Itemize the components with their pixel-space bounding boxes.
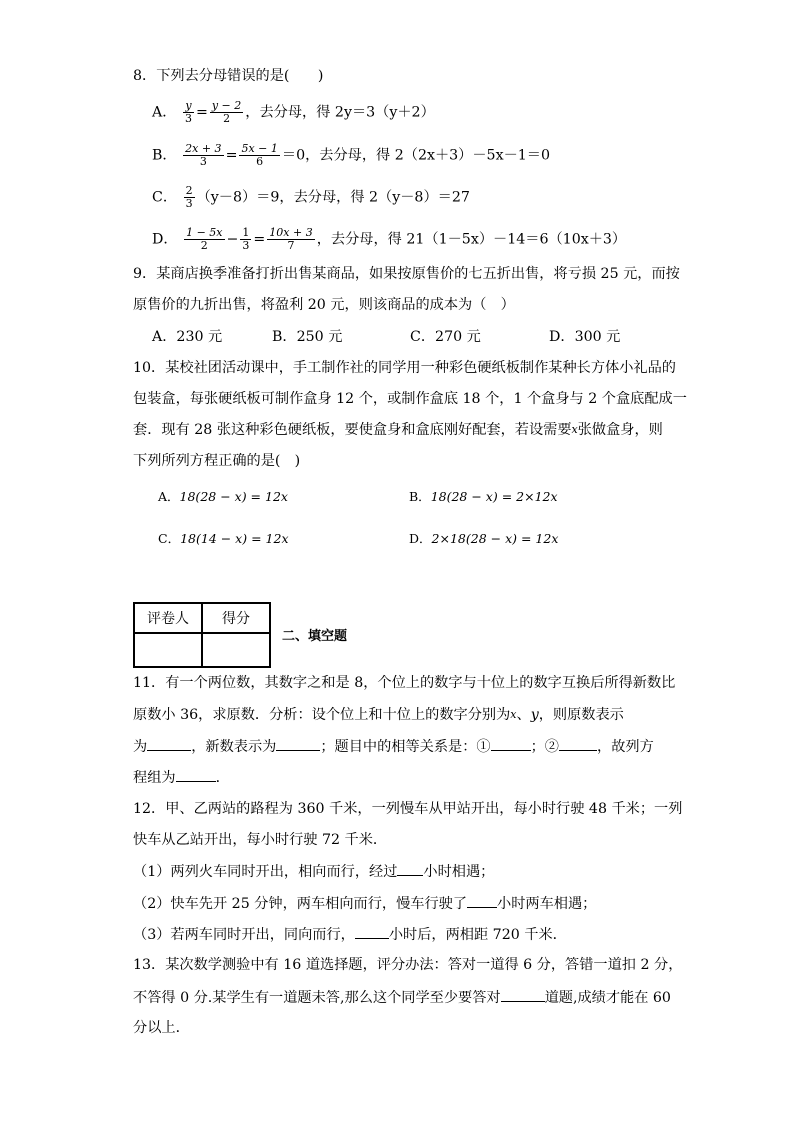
q13-line3: 分以上． [133, 1020, 190, 1036]
q9-line2: 原售价的九折出售，将盈利 20 元，则该商品的成本为（ ） [133, 297, 515, 313]
score-table-grader-cell[interactable] [134, 633, 202, 667]
q12-part3: （3）若两车同时开出，同向而行， 小时后，两相距 720 千米． [133, 924, 567, 945]
q10-option-a: A．18(28 − x) = 12x [158, 489, 288, 504]
q8-option-c: C． $\frac{2}{3}$ （y－8）＝9，去分母，得 2（y－8）＝27 [152, 184, 470, 210]
q11-blank-new[interactable] [276, 736, 320, 751]
q12-line2: 快车从乙站开出，每小时行驶 72 千米． [133, 832, 388, 848]
score-table-score-cell[interactable] [202, 633, 270, 667]
score-table [133, 602, 271, 668]
q11-blank-relation-2[interactable] [559, 736, 597, 751]
q10-option-d: D．2×18(28 − x) = 12x [409, 531, 559, 546]
section-heading: 二、填空题 [282, 629, 348, 644]
q11-line2: 原数小 36，求原数．分析：设个位上和十位上的数字分别为$^x$、y，则原数表示 [133, 707, 624, 723]
q8-option-a: A． $\frac{y}{3}$ = $\frac{y - 2}{2}$ ，去分母，得 2y＝3（y＋2） [152, 99, 435, 125]
q12-part1: （1）两列火车同时开出，相向而行，经过 小时相遇； [133, 861, 494, 882]
q12-blank-2[interactable] [467, 893, 497, 908]
q10-line1: 10．某校社团活动课中，手工制作社的同学用一种彩色硬纸板制作某种长方体小礼品的 [133, 360, 676, 376]
q9-option-d: D．300 元 [549, 329, 621, 345]
q13-line1: 13．某次数学测验中有 16 道选择题，评分办法：答对一道得 6 分，答错一道扣 2 分， [133, 957, 683, 973]
q10-line3: 套．现有 28 张这种彩色硬纸板，要使盒身和盒底刚好配套，若设需要$^x$张做盒身，则 [133, 422, 663, 438]
q11-blank-original[interactable] [147, 736, 191, 751]
q11-line4: 程组为 ． [133, 767, 230, 788]
score-table-score-header: 得分 [202, 603, 270, 633]
score-table-grader-header: 评卷人 [134, 603, 202, 633]
q11-blank-relation-1[interactable] [491, 736, 531, 751]
q13-line2: 不答得 0 分.某学生有一道题未答,那么这个同学至少要答对 道题,成绩才能在 60 [133, 987, 671, 1008]
q8-option-d: D． $\frac{1 - 5x}{2}$ − $\frac{1}{3}$ = $\frac{10x + 3}{7}$ ，去分母，得 21（1－5x）－14＝6（10x＋3） [152, 226, 627, 252]
q8-option-b: B． $\frac{2x + 3}{3}$ = $\frac{5x - 1}{6}$ ＝0，去分母，得 2（2x＋3）－5x－1＝0 [152, 142, 551, 168]
q11-line3: 为 ，新数表示为 ；题目中的相等关系是：① ；② ，故列方 [133, 736, 654, 757]
q10-option-c: C．18(14 − x) = 12x [158, 531, 289, 546]
q9-option-b: B．250 元 [272, 329, 343, 345]
q10-line4: 下列所列方程正确的是( ) [133, 453, 301, 469]
q8-stem: 8．下列去分母错误的是( ) [133, 68, 324, 84]
q9-option-a: A．230 元 [152, 329, 223, 345]
q12-blank-1[interactable] [397, 861, 423, 876]
q11-line1: 11．有一个两位数，其数字之和是 8，个位上的数字与十位上的数字互换后所得新数比 [133, 675, 676, 691]
q12-blank-3[interactable] [355, 924, 389, 939]
q12-line1: 12．甲、乙两站的路程为 360 千米，一列慢车从甲站开出，每小时行驶 48 千米；一列 [133, 801, 683, 817]
q9-option-c: C．270 元 [410, 329, 481, 345]
q11-blank-system[interactable] [176, 767, 216, 782]
q13-blank[interactable] [501, 987, 545, 1002]
q12-part2: （2）快车先开 25 分钟，两车相向而行，慢车行驶了 小时两车相遇； [133, 893, 596, 914]
q10-option-b: B．18(28 − x) = 2×12x [409, 489, 558, 504]
q10-line2: 包装盒，每张硬纸板可制作盒身 12 个，或制作盒底 18 个，1 个盒身与 2 个盒底配成一 [133, 391, 687, 407]
q9-line1: 9．某商店换季准备打折出售某商品，如果按原售价的七五折出售，将亏损 25 元，而按 [133, 266, 680, 282]
